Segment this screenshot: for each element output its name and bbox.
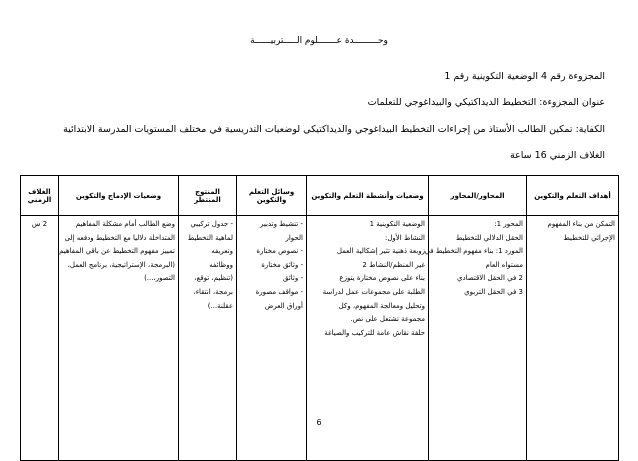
- cell-line: التمكن من بناء المفهوم: [547, 220, 615, 228]
- cell-line: الحقل الدلالي للتخطيط: [455, 233, 523, 242]
- cell-line: غير المنظم/النشاط 2: [362, 260, 425, 269]
- cell-line: وتحليل ومعالجة المفهوم، وكل: [338, 301, 425, 310]
- competence-line: الكفاية: تمكين الطالب الأستاذ من إجراءات التخطيط البيداغوجي والديداكتيكي لوضعيات التدريسية في مختلف المستويات المدرسة الابتدائية: [63, 124, 605, 135]
- cell-line: الحوار: [285, 233, 303, 242]
- header-axes: المحاور/المحاور: [429, 176, 527, 216]
- cell-line: مستواه العام: [485, 260, 523, 269]
- cell-line: الوضعية التكوينية 1: [369, 220, 425, 228]
- cell-line: (البرمجة، الإستراتيجية، برنامج العمل،: [67, 260, 175, 269]
- cell-line: الإجرائي للتخطيط: [563, 233, 615, 242]
- cell-line: التصور،...): [144, 274, 175, 283]
- page-number: 6: [316, 418, 322, 427]
- cell-line: - جدول تركيبي: [190, 220, 233, 228]
- cell-line: وتعريفه: [211, 247, 233, 256]
- cell-line: زوبعة ذهنية تثير إشكالية العمل: [336, 247, 425, 256]
- cell-line: ووظائفه: [209, 260, 233, 269]
- cell-line: مجموعة تشتغل على نص.: [350, 315, 425, 324]
- header-means: وسائل التعلم والتكوين: [237, 176, 307, 216]
- cell-line: المحور 1:: [494, 220, 523, 228]
- cell-line: أوراق العرض: [264, 301, 303, 310]
- cell-line: المتداخلة دلاليا مع التخطيط ودفعه إلى: [64, 233, 175, 242]
- header-integration: وضعيات الإدماج والتكوين: [59, 176, 179, 216]
- cell-time: 2 س: [21, 216, 59, 461]
- cell-line: عقلنة...): [207, 301, 233, 310]
- cell-line: بناء على نصوص مختارة يتوزع: [339, 274, 425, 283]
- cell-line: برمجة، انتقاء،: [193, 287, 233, 296]
- cell-line: الطلبة على مجموعات عمل لدراسة: [322, 287, 425, 296]
- unit-title: وحـــــــــدة عـــــــلوم الـــــتربيــــــة: [250, 36, 388, 46]
- cell-line: النشاط الأول:: [384, 233, 425, 242]
- cell-line: 3 في الحقل التربوي: [464, 287, 523, 296]
- cell-line: وضع الطالب أمام مشكلة المفاهيم: [75, 220, 175, 228]
- segment-line: المجزوءة رقم 4 الوضعية التكوينية رقم 1: [444, 71, 605, 82]
- time-budget-line: الغلاف الزمني 16 ساعة: [509, 150, 605, 161]
- cell-line: - نصوص مختارة: [256, 247, 303, 256]
- header-goals: أهداف التعلم والتكوين: [527, 176, 619, 216]
- cell-line: حلقة نقاش عامة للتركيب والصياغة: [324, 328, 425, 337]
- header-situations: وضعيات وأنشطة التعلم والتكوين: [307, 176, 429, 216]
- cell-line: - مواقف مصورة: [255, 287, 303, 296]
- cell-line: - تنشيط وتدبير: [260, 220, 303, 228]
- cell-line: - وثائق: [283, 274, 303, 283]
- cell-line: (تنظيم، توقع،: [194, 274, 233, 283]
- cell-line: 2 في الحقل الاقتصادي: [457, 274, 523, 283]
- cell-line: لماهية التخطيط: [187, 233, 233, 242]
- cell-line: - وثائق مختارة: [261, 260, 303, 269]
- header-product: المنتوج المنتظر: [179, 176, 237, 216]
- table-header-row: [21, 176, 619, 216]
- cell-line: المورد 1: بناء مفهوم التخطيط في: [424, 247, 523, 256]
- segment-title-line: عنوان المجزوءة: التخطيط الديداكتيكي والبيداغوجي للتعلمات: [367, 97, 605, 108]
- header-time: الغلاف الزمني: [21, 176, 59, 216]
- cell-line: تمييز مفهوم التخطيط عن باقي المفاهيم: [59, 247, 175, 256]
